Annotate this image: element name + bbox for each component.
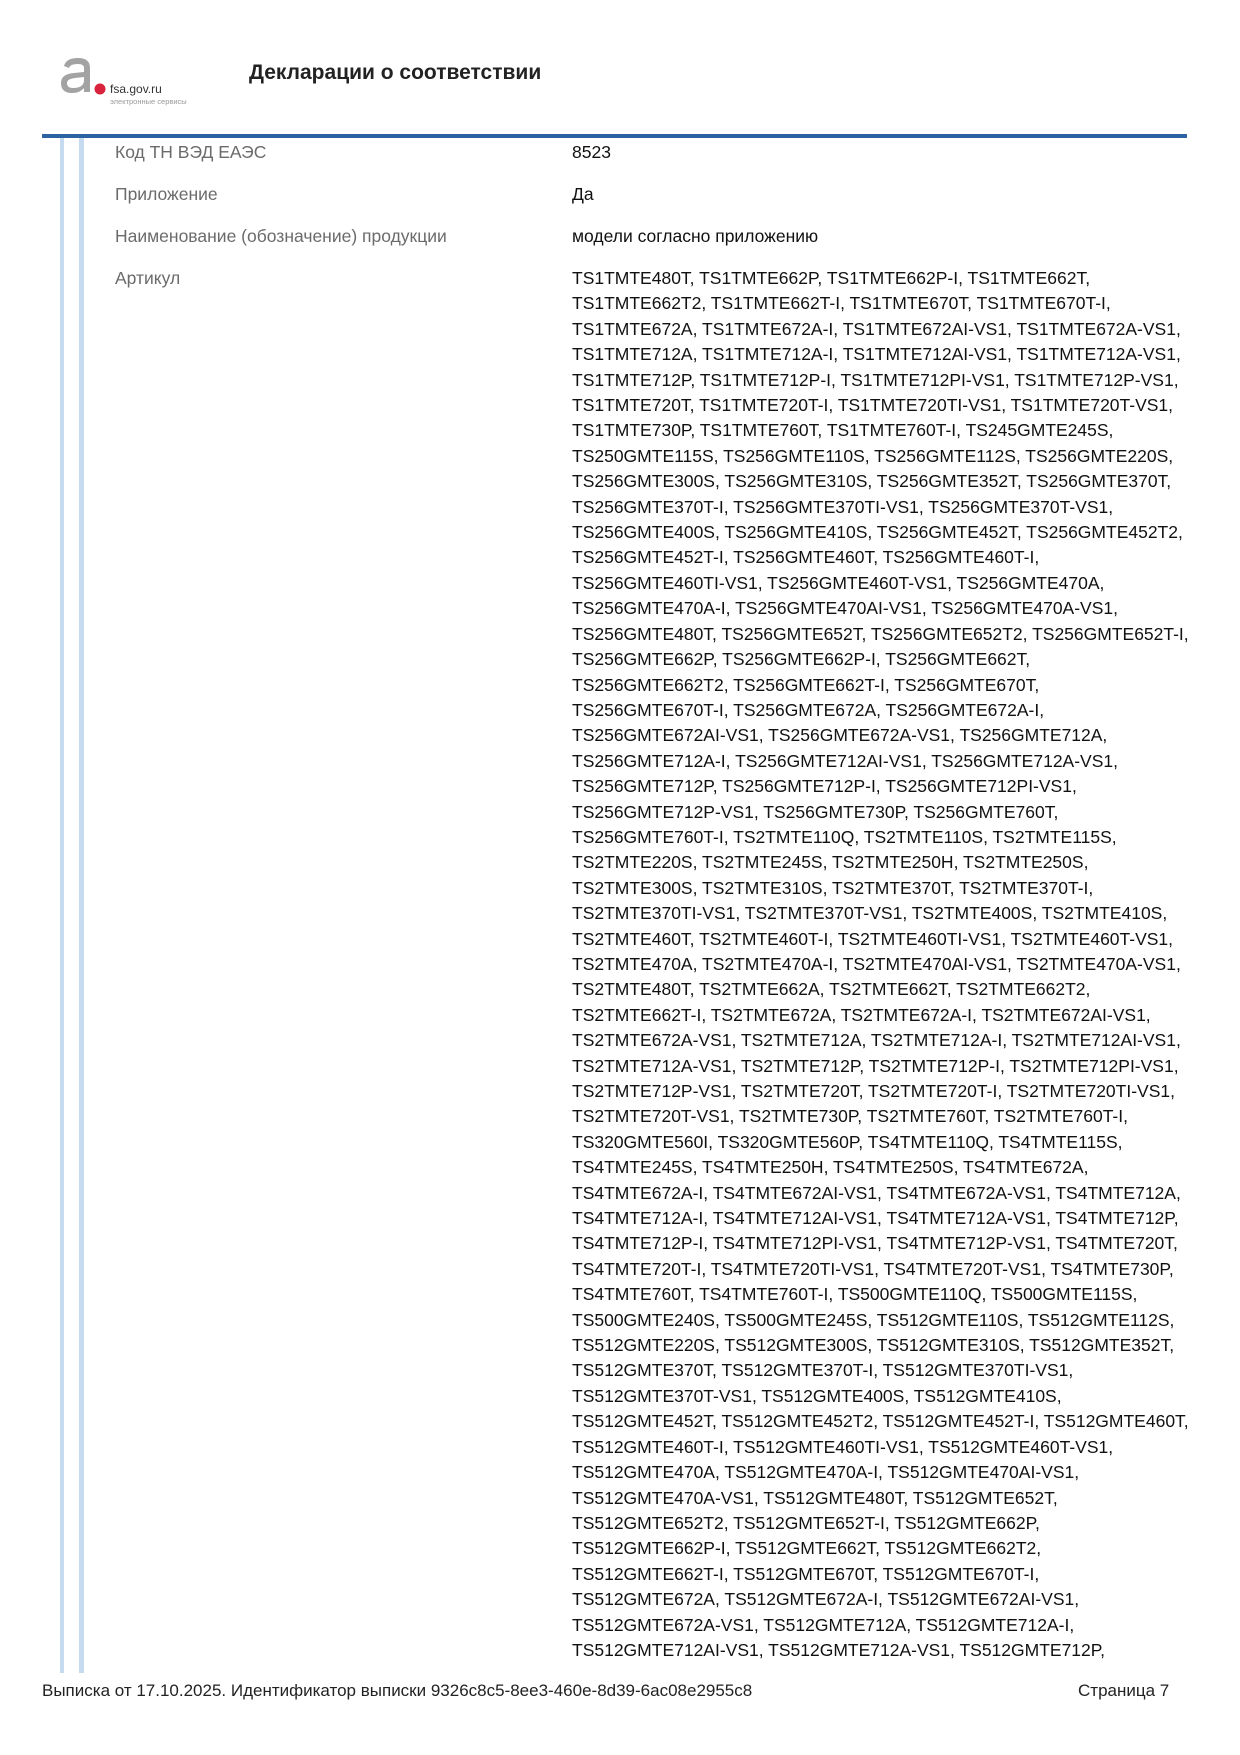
- article-line: TS512GMTE662T-I, TS512GMTE670T, TS512GMTE670T-I,: [572, 1563, 1040, 1584]
- field-label: Приложение: [115, 184, 218, 204]
- article-line: TS1TMTE712P, TS1TMTE712P-I, TS1TMTE712PI-VS1, TS1TMTE712P-VS1,: [572, 369, 1179, 390]
- article-line: TS4TMTE720T-I, TS4TMTE720TI-VS1, TS4TMTE720T-VS1, TS4TMTE730P,: [572, 1258, 1174, 1279]
- article-line: TS256GMTE672AI-VS1, TS256GMTE672A-VS1, TS256GMTE712A,: [572, 725, 1108, 746]
- article-line: TS512GMTE460T-I, TS512GMTE460TI-VS1, TS512GMTE460T-VS1,: [572, 1436, 1114, 1457]
- article-line: TS1TMTE662T2, TS1TMTE662T-I, TS1TMTE670T, TS1TMTE670T-I,: [572, 293, 1111, 314]
- fsa-logo: [58, 56, 208, 110]
- article-line: TS256GMTE662T2, TS256GMTE662T-I, TS256GMTE670T,: [572, 674, 1040, 695]
- article-line: TS512GMTE662P-I, TS512GMTE662T, TS512GMTE662T2,: [572, 1538, 1042, 1559]
- field-value: Да: [572, 184, 594, 204]
- article-line: TS4TMTE760T, TS4TMTE760T-I, TS500GMTE110Q, TS500GMTE115S,: [572, 1284, 1138, 1305]
- side-bar-outer: [60, 138, 64, 1673]
- article-list: [572, 266, 1232, 1663]
- article-line: TS2TMTE712P-VS1, TS2TMTE720T, TS2TMTE720T-I, TS2TMTE720TI-VS1,: [572, 1081, 1175, 1101]
- article-line: TS256GMTE460TI-VS1, TS256GMTE460T-VS1, TS256GMTE470A,: [572, 572, 1105, 593]
- article-line: TS1TMTE712A, TS1TMTE712A-I, TS1TMTE712AI-VS1, TS1TMTE712A-VS1,: [572, 344, 1181, 365]
- logo-subtitle: электронные сервисы: [110, 97, 187, 106]
- article-line: TS1TMTE480T, TS1TMTE662P, TS1TMTE662P-I, TS1TMTE662T,: [572, 268, 1091, 288]
- article-line: TS256GMTE712A-I, TS256GMTE712AI-VS1, TS256GMTE712A-VS1,: [572, 750, 1118, 771]
- article-line: TS1TMTE720T, TS1TMTE720T-I, TS1TMTE720TI-VS1, TS1TMTE720T-VS1,: [572, 395, 1174, 416]
- article-line: TS512GMTE370T-VS1, TS512GMTE400S, TS512GMTE410S,: [572, 1385, 1062, 1406]
- article-line: TS256GMTE760T-I, TS2TMTE110Q, TS2TMTE110S, TS2TMTE115S,: [572, 826, 1117, 847]
- field-label: Артикул: [115, 268, 181, 288]
- fsa-logo-icon: [58, 56, 108, 98]
- article-line: TS512GMTE470A-VS1, TS512GMTE480T, TS512GMTE652T,: [572, 1487, 1058, 1508]
- article-line: TS256GMTE400S, TS256GMTE410S, TS256GMTE452T, TS256GMTE452T2,: [572, 522, 1183, 543]
- article-line: TS2TMTE300S, TS2TMTE310S, TS2TMTE370T, TS2TMTE370T-I,: [572, 877, 1094, 898]
- footer-page-number: Страница 7: [1078, 1681, 1170, 1700]
- article-line: TS4TMTE712P-I, TS4TMTE712PI-VS1, TS4TMTE712P-VS1, TS4TMTE720T,: [572, 1233, 1178, 1254]
- article-line: TS256GMTE712P, TS256GMTE712P-I, TS256GMTE712PI-VS1,: [572, 776, 1077, 797]
- article-line: TS256GMTE712P-VS1, TS256GMTE730P, TS256GMTE760T,: [572, 801, 1059, 822]
- article-line: TS320GMTE560I, TS320GMTE560P, TS4TMTE110Q, TS4TMTE115S,: [572, 1131, 1123, 1152]
- article-line: TS2TMTE460T, TS2TMTE460T-I, TS2TMTE460TI-VS1, TS2TMTE460T-VS1,: [572, 928, 1174, 949]
- article-line: TS2TMTE712A-VS1, TS2TMTE712P, TS2TMTE712P-I, TS2TMTE712PI-VS1,: [572, 1055, 1179, 1076]
- article-line: TS250GMTE115S, TS256GMTE110S, TS256GMTE112S, TS256GMTE220S,: [572, 445, 1174, 466]
- article-line: TS512GMTE470A, TS512GMTE470A-I, TS512GMTE470AI-VS1,: [572, 1462, 1080, 1483]
- page-header: [0, 0, 1240, 140]
- field-label: Наименование (обозначение) продукции: [115, 226, 447, 246]
- article-line: TS512GMTE220S, TS512GMTE300S, TS512GMTE310S, TS512GMTE352T,: [572, 1335, 1175, 1356]
- article-line: TS256GMTE662P, TS256GMTE662P-I, TS256GMTE662T,: [572, 649, 1031, 670]
- article-line: TS256GMTE670T-I, TS256GMTE672A, TS256GMTE672A-I,: [572, 699, 1045, 720]
- article-line: TS256GMTE470A-I, TS256GMTE470AI-VS1, TS256GMTE470A-VS1,: [572, 598, 1118, 619]
- article-line: TS2TMTE480T, TS2TMTE662A, TS2TMTE662T, TS2TMTE662T2,: [572, 979, 1091, 1000]
- article-line: TS2TMTE662T-I, TS2TMTE672A, TS2TMTE672A-I, TS2TMTE672AI-VS1,: [572, 1004, 1151, 1025]
- article-line: TS4TMTE245S, TS4TMTE250H, TS4TMTE250S, TS4TMTE672A,: [572, 1157, 1089, 1178]
- article-line: TS512GMTE452T, TS512GMTE452T2, TS512GMTE452T-I, TS512GMTE460T,: [572, 1411, 1189, 1432]
- side-bar-inner: [79, 138, 84, 1673]
- article-line: TS1TMTE672A, TS1TMTE672A-I, TS1TMTE672AI-VS1, TS1TMTE672A-VS1,: [572, 318, 1181, 339]
- article-line: TS256GMTE370T-I, TS256GMTE370TI-VS1, TS256GMTE370T-VS1,: [572, 496, 1114, 517]
- article-line: TS512GMTE370T, TS512GMTE370T-I, TS512GMTE370TI-VS1,: [572, 1360, 1074, 1381]
- article-line: TS2TMTE470A, TS2TMTE470A-I, TS2TMTE470AI-VS1, TS2TMTE470A-VS1,: [572, 953, 1181, 974]
- article-line: TS512GMTE672A, TS512GMTE672A-I, TS512GMTE672AI-VS1,: [572, 1589, 1080, 1610]
- field-label: Код ТН ВЭД ЕАЭС: [115, 142, 267, 162]
- article-line: TS4TMTE712A-I, TS4TMTE712AI-VS1, TS4TMTE712A-VS1, TS4TMTE712P,: [572, 1208, 1179, 1229]
- article-line: TS4TMTE672A-I, TS4TMTE672AI-VS1, TS4TMTE672A-VS1, TS4TMTE712A,: [572, 1182, 1181, 1203]
- article-line: TS2TMTE672A-VS1, TS2TMTE712A, TS2TMTE712A-I, TS2TMTE712AI-VS1,: [572, 1030, 1181, 1051]
- article-line: TS512GMTE652T2, TS512GMTE652T-I, TS512GMTE662P,: [572, 1512, 1040, 1533]
- article-line: TS512GMTE672A-VS1, TS512GMTE712A, TS512GMTE712A-I,: [572, 1614, 1075, 1635]
- article-line: TS500GMTE240S, TS500GMTE245S, TS512GMTE110S, TS512GMTE112S,: [572, 1309, 1175, 1330]
- article-line: TS2TMTE720T-VS1, TS2TMTE730P, TS2TMTE760T, TS2TMTE760T-I,: [572, 1106, 1128, 1127]
- article-line: TS2TMTE370TI-VS1, TS2TMTE370T-VS1, TS2TMTE400S, TS2TMTE410S,: [572, 903, 1168, 924]
- article-line: TS256GMTE480T, TS256GMTE652T, TS256GMTE652T2, TS256GMTE652T-I,: [572, 623, 1189, 644]
- footer-extract-info: Выписка от 17.10.2025. Идентификатор выписки 9326c8c5-8ee3-460e-8d39-6ac08e2955c8: [42, 1681, 753, 1700]
- header-divider: [42, 134, 1187, 138]
- article-line: TS2TMTE220S, TS2TMTE245S, TS2TMTE250H, TS2TMTE250S,: [572, 852, 1089, 873]
- logo-site-text: fsa.gov.ru: [110, 82, 162, 96]
- page-title: Декларации о соответствии: [249, 61, 542, 84]
- article-line: TS256GMTE452T-I, TS256GMTE460T, TS256GMTE460T-I,: [572, 547, 1040, 568]
- field-value: 8523: [572, 142, 611, 162]
- article-line: TS512GMTE712AI-VS1, TS512GMTE712A-VS1, TS512GMTE712P,: [572, 1639, 1106, 1660]
- field-value: модели согласно приложению: [572, 226, 819, 246]
- article-line: TS1TMTE730P, TS1TMTE760T, TS1TMTE760T-I, TS245GMTE245S,: [572, 420, 1114, 441]
- article-line: TS256GMTE300S, TS256GMTE310S, TS256GMTE352T, TS256GMTE370T,: [572, 471, 1172, 492]
